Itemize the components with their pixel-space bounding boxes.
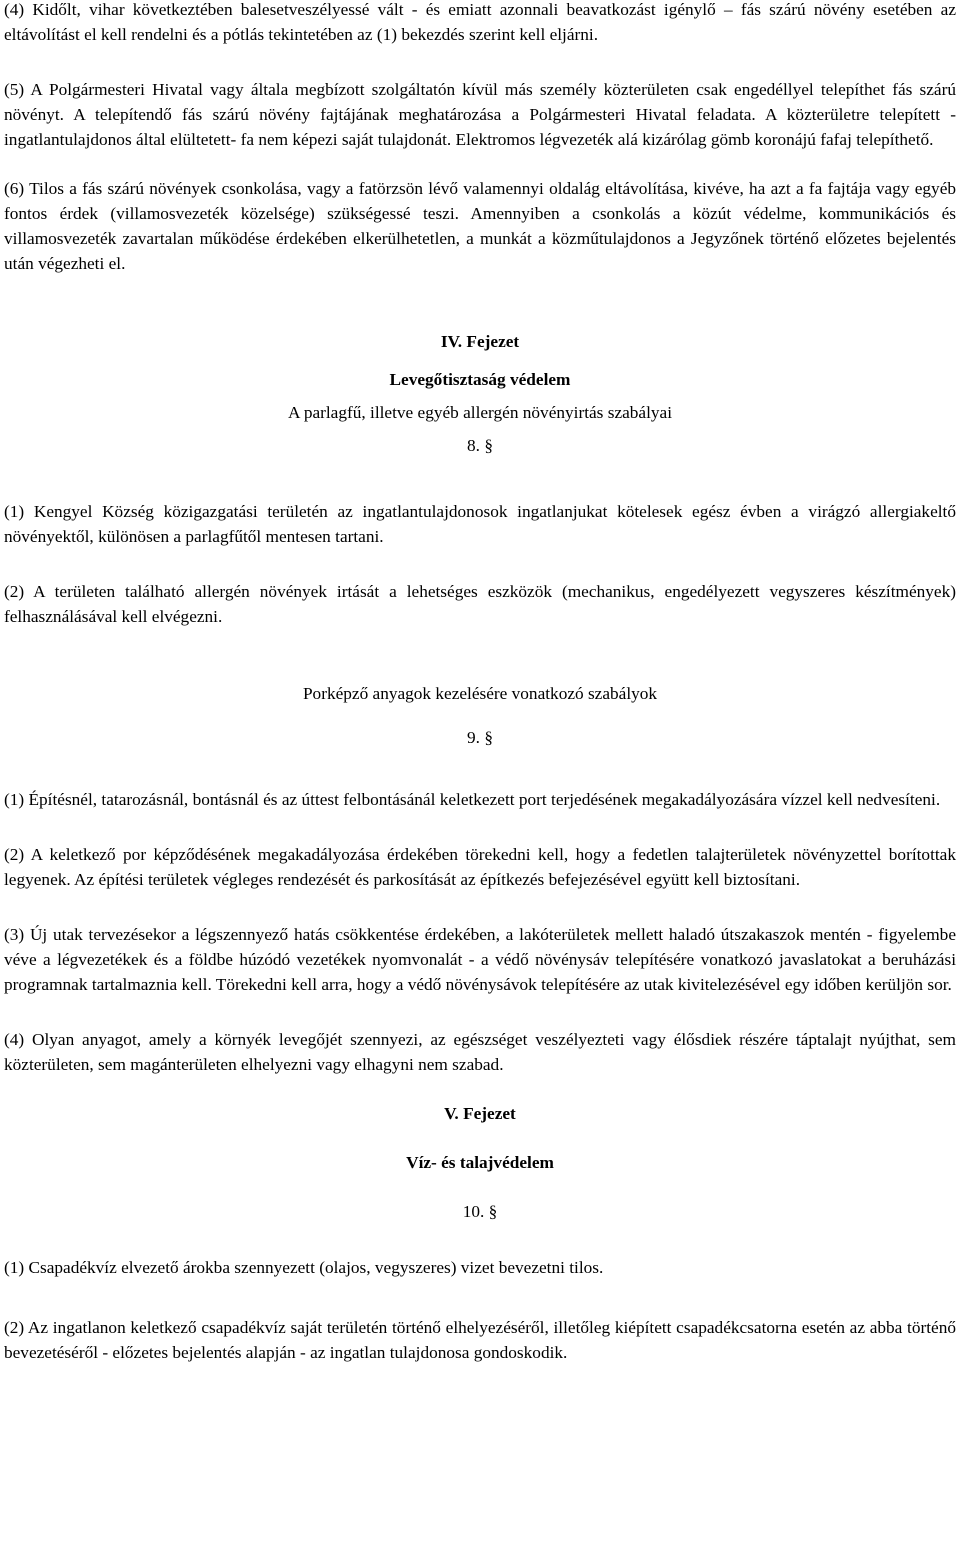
section-10-paragraph-1: (1) Csapadékvíz elvezető árokba szennyezett (olajos, vegyszeres) vizet bevezetni tilos. [4,1258,604,1277]
section-9-paragraph-2: (2) A keletkező por képződésének megakadályozása érdekében törekedni kell, hogy a fedetlen talajterületek növényzettel borítottak legyenek. Az építési területek végleges rendezését és parkosítását az építkezés befejezésével együtt kell biztosítani. [4,845,956,889]
document-page [4,0,956,1365]
chapter-4-subtitle: A parlagfű, illetve egyéb allergén növényirtás szabályai [287,403,673,422]
paragraph-5: (5) A Polgármesteri Hivatal vagy általa megbízott szolgáltatón kívül más személy közterületen csak engedéllyel telepíthet fás szárú növényt. A telepítendő fás szárú növény fajtájának meghatározása a Polgármesteri Hivatal feladata. A közterületre telepített -ingatlantulajdonos által elültetett- fa nem képezi saját tulajdonát. Elektromos légvezeték alá kizárólag gömb koronájú fafaj telepíthető. [4,80,956,149]
section-8-paragraph-2: (2) A területen található allergén növények irtását a lehetséges eszközök (mechanikus, engedélyezett vegyszeres készítmények) felhasználásával kell elvégezni. [4,582,956,626]
chapter-5-title: Víz- és talajvédelem [406,1153,554,1172]
chapter-4-title: Levegőtisztaság védelem [389,370,571,389]
paragraph-4: (4) Kidőlt, vihar következtében balesetveszélyessé vált - és emiatt azonnali beavatkozást igénylő – fás szárú növény esetében az eltávolítást el kell rendelni és a pótlás tekintetében az (1) bekezdés szerint kell eljárni. [4,0,956,44]
section-9-number: 9. § [467,728,493,747]
section-10-number: 10. § [462,1202,498,1221]
section-9-paragraph-3: (3) Új utak tervezésekor a légszennyező hatás csökkentése érdekében, a lakóterületek mellett haladó útszakaszok mentén - figyelembe véve a légvezetékek és a földbe húzódó vezetékek nyomvonalát - a védő növénysáv telepítésére vonatkozó javaslatokat a beruházási programnak tartalmaznia kell. Törekedni kell arra, hogy a védő növénysávok telepítésére az utak kivitelezésével egy időben kerüljön sor. [4,925,956,994]
section-8-paragraph-1: (1) Kengyel Község közigazgatási területén az ingatlantulajdonosok ingatlanjukat kötelesek egész évben a virágzó allergiakeltő növényektől, különösen a parlagfűtől mentesen tartani. [4,502,956,546]
paragraph-6: (6) Tilos a fás szárú növények csonkolása, vagy a fatörzsön lévő valamennyi oldalág eltávolítása, kivéve, ha azt a fa fajtája vagy egyéb fontos érdek (villamosvezeték közelsége) szükségessé teszi. Amennyiben a csonkolás a közút védelme, kommunikációs és villamosvezeték zavartalan működése érdekében elkerülhetetlen, a munkát a közműtulajdonos a Jegyzőnek történő előzetes bejelentés után végezheti el. [4,179,956,273]
section-9-paragraph-4: (4) Olyan anyagot, amely a környék levegőjét szennyezi, az egészséget veszélyezteti vagy élősdiek részére táptalajt nyújthat, sem közterületen, sem magánterületen elhelyezni vagy elhagyni nem szabad. [4,1030,956,1074]
dust-rules-subtitle: Porképző anyagok kezelésére vonatkozó szabályok [302,684,658,703]
section-8-number: 8. § [467,436,493,455]
section-9-paragraph-1: (1) Építésnél, tatarozásnál, bontásnál és az úttest felbontásánál keletkezett port terjedésének megakadályozására vízzel kell nedvesíteni. [4,790,941,809]
chapter-4-heading: IV. Fejezet [440,332,520,351]
chapter-5-heading: V. Fejezet [444,1104,516,1123]
section-10-paragraph-2: (2) Az ingatlanon keletkező csapadékvíz saját területén történő elhelyezéséről, illetőleg kiépített csapadékcsatorna esetén az abba történő bevezetéséről - előzetes bejelentés alapján - az ingatlan tulajdonosa gondoskodik. [4,1318,956,1362]
